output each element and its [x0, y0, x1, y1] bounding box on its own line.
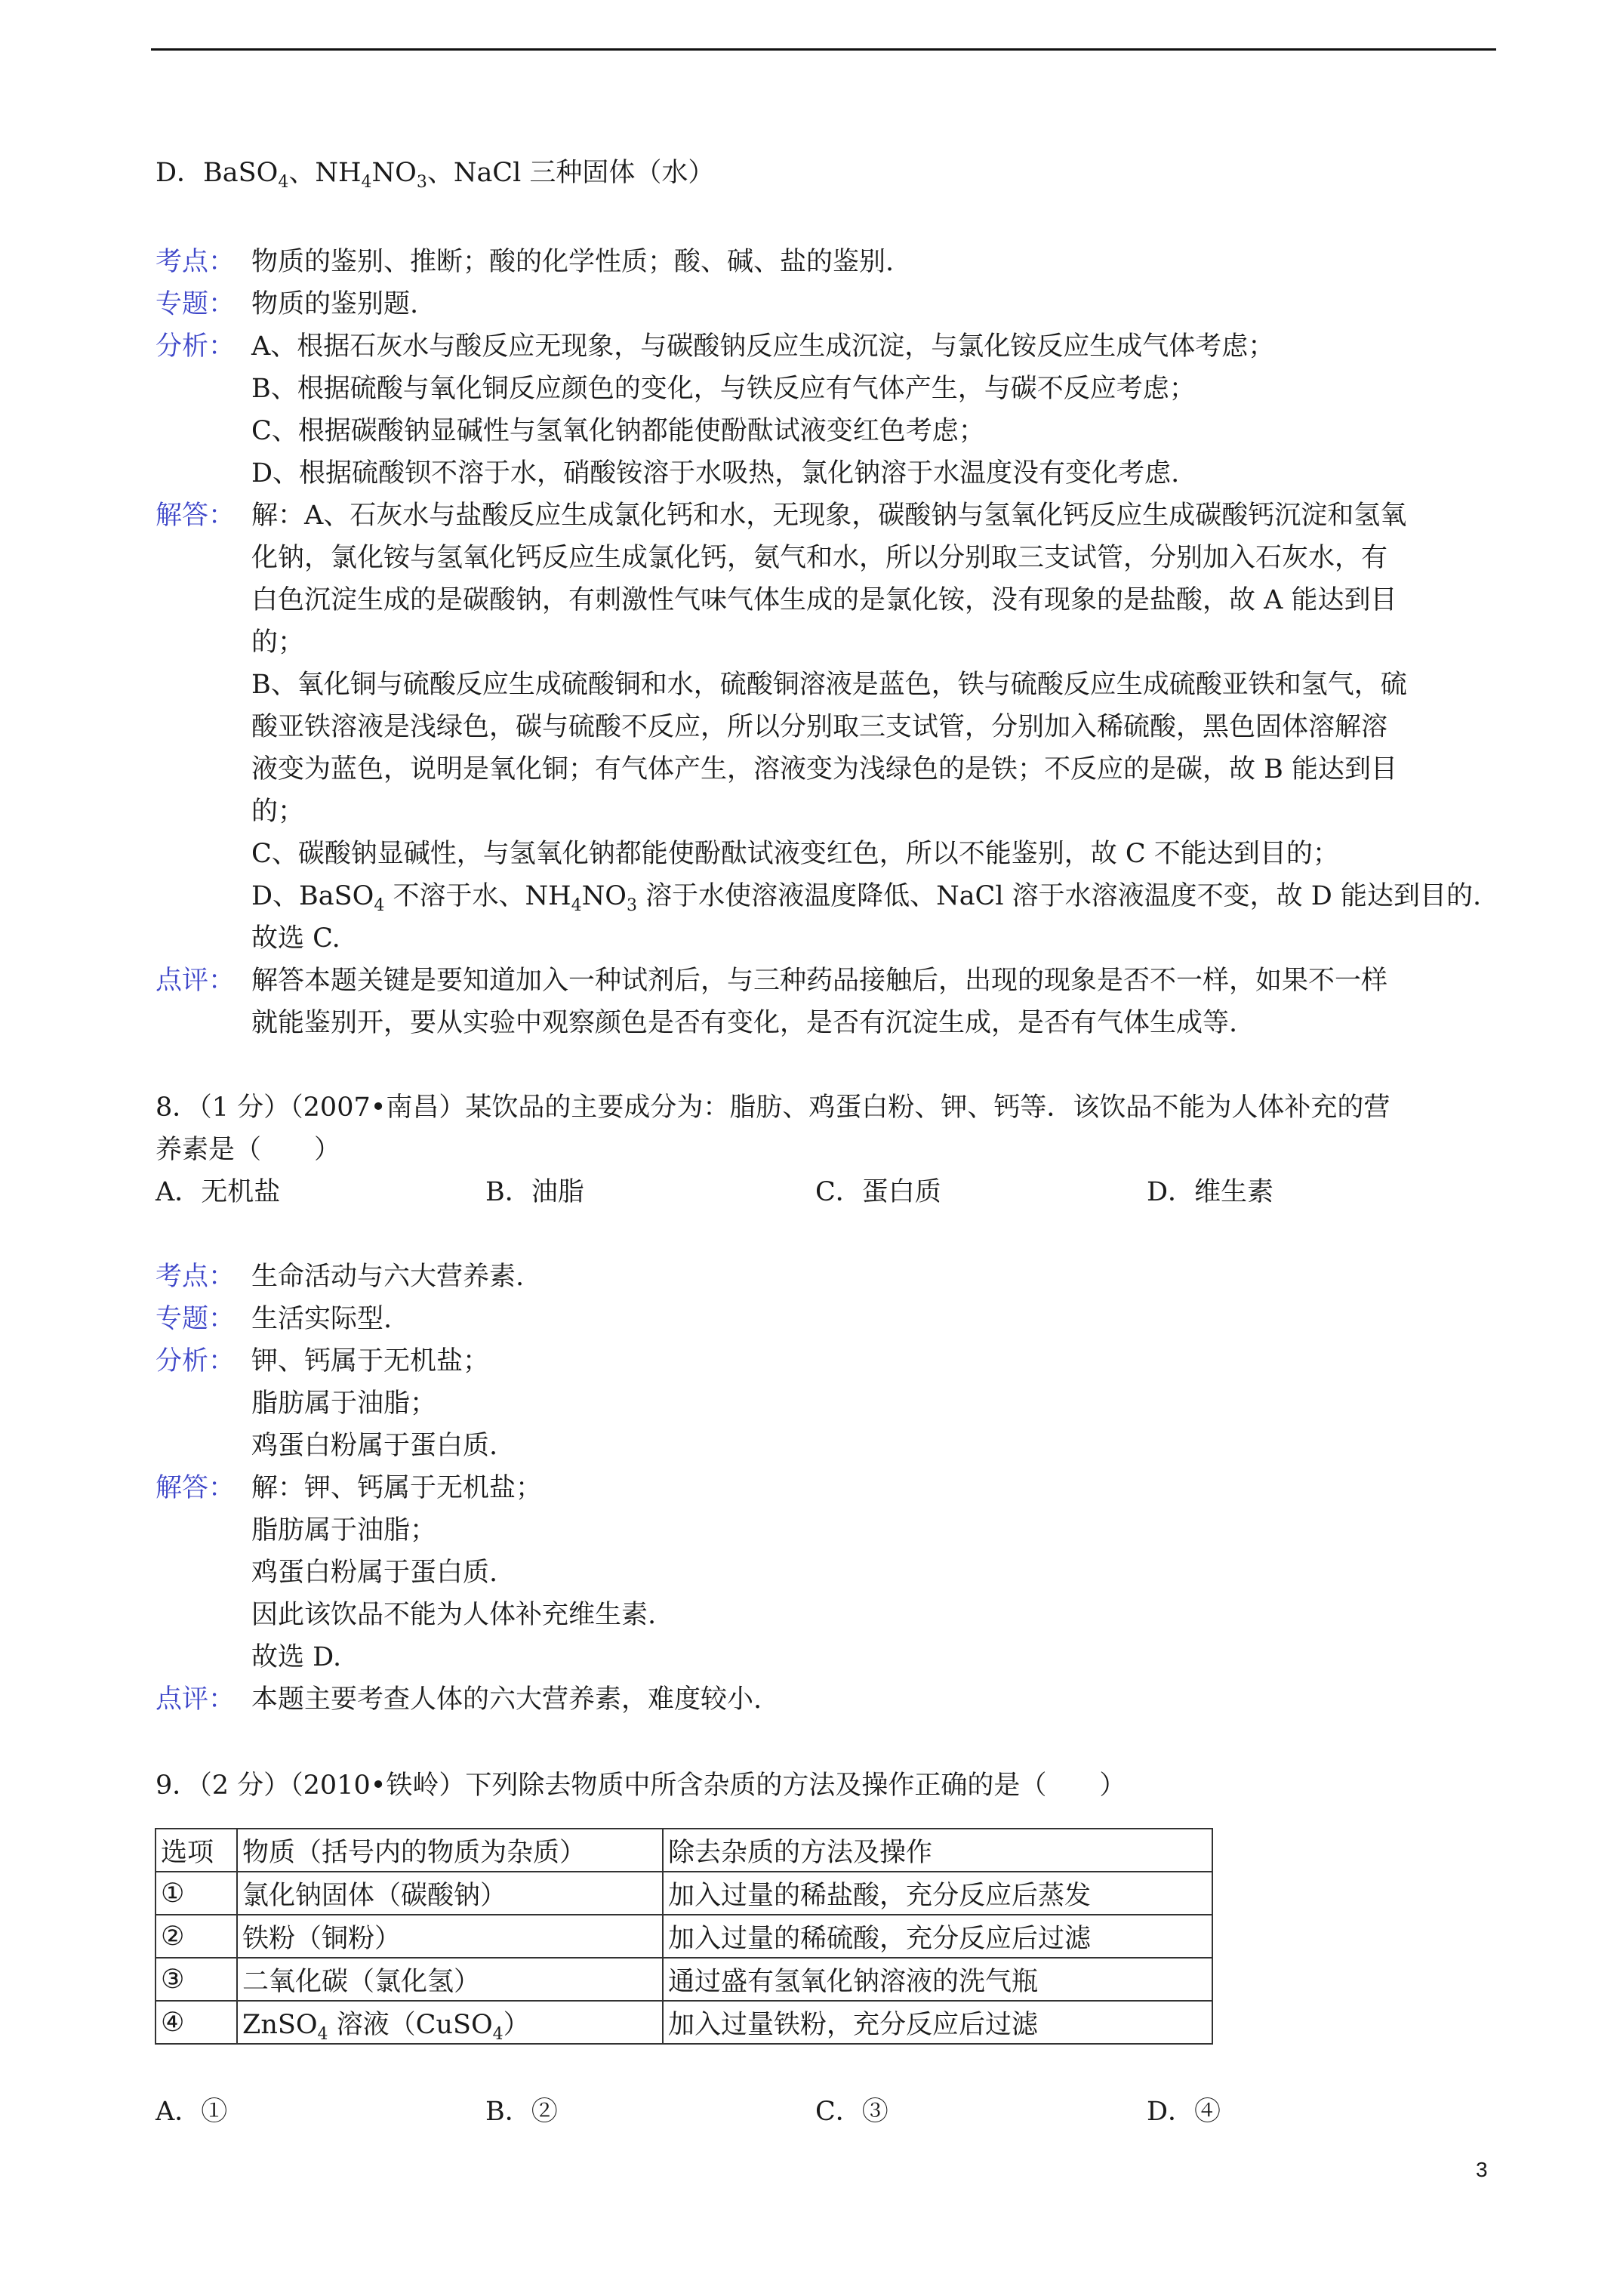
table-cell: 加入过量的稀硫酸，充分反应后过滤: [663, 1915, 1212, 1958]
kaodian-label: 考点：: [156, 247, 236, 277]
q8-option-c: C．蛋白质: [815, 1177, 941, 1207]
jieda-label: 解答：: [156, 1473, 236, 1503]
q9-table: [155, 1828, 1213, 2045]
page-number: 3: [1476, 2158, 1488, 2181]
q7-jieda-line: 液变为蓝色，说明是氧化铜；有气体产生，溶液变为浅绿色的是铁；不反应的是碳，故 B 能达到目: [251, 754, 1397, 784]
q7-zhuanti: 专题： 物质的鉴别题.: [156, 289, 419, 319]
table-cell: ④: [156, 2001, 237, 2044]
table-row: [156, 2001, 1212, 2044]
q7-fenxi-line: D、根据硫酸钡不溶于水，硝酸铵溶于水吸热，氯化钠溶于水温度没有变化考虑.: [251, 458, 1180, 488]
q7-jieda-line: 化钠，氯化铵与氢氧化钙反应生成氯化钙，氨气和水，所以分别取三支试管，分别加入石灰水，有: [251, 543, 1388, 573]
q7-jieda-line: B、氧化铜与硫酸反应生成硫酸铜和水，硫酸铜溶液是蓝色，铁与硫酸反应生成硫酸亚铁和氢气，硫: [251, 670, 1407, 700]
q7-jieda-line: 的；: [251, 797, 305, 827]
q7-jieda-line: 白色沉淀生成的是碳酸钠，有刺激性气味气体生成的是氯化铵，没有现象的是盐酸，故 A 能达到目: [251, 585, 1397, 615]
table-header-cell: 除去杂质的方法及操作: [663, 1829, 1212, 1872]
zhuanti-label: 专题：: [156, 289, 236, 319]
q7-jieda-line: C、碳酸钠显碱性，与氢氧化钠都能使酚酞试液变红色，所以不能鉴别，故 C 不能达到目的；: [251, 839, 1339, 869]
table-cell: 氯化钠固体（碳酸钠）: [237, 1872, 663, 1915]
q8-zhuanti: 专题： 生活实际型.: [156, 1304, 393, 1334]
table-cell: 二氧化碳（氯化氢）: [237, 1958, 663, 2001]
q9-option-a: A．①: [156, 2097, 228, 2127]
table-header-row: [156, 1829, 1212, 1872]
table-row: [156, 1958, 1212, 2001]
table-cell: 加入过量铁粉，充分反应后过滤: [663, 2001, 1212, 2044]
kaodian-label: 考点：: [156, 1262, 236, 1292]
table-header-cell: 物质（括号内的物质为杂质）: [237, 1829, 663, 1872]
q8-jieda-line: 因此该饮品不能为人体补充维生素.: [251, 1600, 657, 1630]
q8-stem-line: 养素是（ ）: [156, 1135, 341, 1165]
q9-option-b: B．②: [485, 2097, 558, 2127]
q8-option-a: A．无机盐: [156, 1177, 281, 1207]
q7-dianping: 点评： 解答本题关键是要知道加入一种试剂后，与三种药品接触后，出现的现象是否不一样，如果不一样: [156, 966, 1388, 996]
q8-dianping: 点评： 本题主要考查人体的六大营养素，难度较小.: [156, 1684, 762, 1715]
q8-jieda: 解答： 解：钾、钙属于无机盐；: [156, 1473, 543, 1503]
table-cell: ③: [156, 1958, 237, 2001]
q9-stem: 9．（2 分）（2010•铁岭）下列除去物质中所含杂质的方法及操作正确的是（ ）: [156, 1771, 1126, 1801]
table-cell: 通过盛有氢氧化钠溶液的洗气瓶: [663, 1958, 1212, 2001]
q7-fenxi-line: B、根据硫酸与氧化铜反应颜色的变化，与铁反应有气体产生，与碳不反应考虑；: [251, 374, 1196, 404]
table-header-cell: 选项: [156, 1829, 237, 1872]
q8-fenxi-line: 脂肪属于油脂；: [251, 1388, 437, 1419]
q7-fenxi-line: C、根据碳酸钠显碱性与氢氧化钠都能使酚酞试液变红色考虑；: [251, 416, 985, 446]
q7-jieda-line: 的；: [251, 627, 305, 658]
q8-kaodian: 考点： 生命活动与六大营养素.: [156, 1262, 525, 1292]
zhuanti-label: 专题：: [156, 1304, 236, 1334]
table-cell: ②: [156, 1915, 237, 1958]
q8-fenxi-line: 鸡蛋白粉属于蛋白质.: [251, 1431, 498, 1461]
table-cell: ZnSO$_4$ 溶液（CuSO$_4$）: [237, 2001, 663, 2044]
header-rule: [151, 48, 1496, 51]
q8-option-d: D．维生素: [1147, 1177, 1274, 1207]
q7-option-d: D．BaSO$_4$、$NH_4NO_3$、NaCl 三种固体（水）: [156, 158, 715, 192]
table-cell: 加入过量的稀盐酸，充分反应后蒸发: [663, 1872, 1212, 1915]
q7-jieda-line: 酸亚铁溶液是浅绿色，碳与硫酸不反应，所以分别取三支试管，分别加入稀硫酸，黑色固体溶解溶: [251, 712, 1388, 742]
q8-fenxi: 分析： 钾、钙属于无机盐；: [156, 1346, 490, 1376]
q9-option-c: C．③: [815, 2097, 888, 2127]
q8-jieda-line: 鸡蛋白粉属于蛋白质.: [251, 1558, 498, 1588]
dianping-label: 点评：: [156, 1684, 236, 1715]
q7-guxuan: 故选 C.: [251, 923, 340, 954]
fenxi-label: 分析：: [156, 1346, 236, 1376]
q8-stem: 8．（1 分）（2007•南昌）某饮品的主要成分为：脂肪、鸡蛋白粉、钾、钙等．该饮品不能为人体补充的营: [156, 1093, 1390, 1123]
jieda-label: 解答：: [156, 501, 236, 531]
q8-option-b: B．油脂: [485, 1177, 584, 1207]
q9-option-d: D．④: [1147, 2097, 1221, 2127]
q7-kaodian: 考点： 物质的鉴别、推断；酸的化学性质；酸、碱、盐的鉴别.: [156, 247, 895, 277]
table-cell: 铁粉（铜粉）: [237, 1915, 663, 1958]
table-cell: ①: [156, 1872, 237, 1915]
fenxi-label: 分析：: [156, 331, 236, 362]
table-row: [156, 1915, 1212, 1958]
q7-jieda-dline: D、BaSO$_4$ 不溶于水、$NH_4NO_3$ 溶于水使溶液温度降低、NaCl 溶于水溶液温度不变，故 D 能达到目的.: [251, 881, 1482, 915]
q7-dianping-line: 就能鉴别开，要从实验中观察颜色是否有变化，是否有沉淀生成，是否有气体生成等.: [251, 1008, 1238, 1038]
q8-jieda-line: 故选 D.: [251, 1642, 342, 1672]
dianping-label: 点评：: [156, 966, 236, 996]
q7-jieda: 解答： 解：A、石灰水与盐酸反应生成氯化钙和水，无现象，碳酸钠与氢氧化钙反应生成碳酸钙沉淀和氢氧: [156, 501, 1407, 531]
q7-fenxi: 分析： A、根据石灰水与酸反应无现象，与碳酸钠反应生成沉淀，与氯化铵反应生成气体考虑；: [156, 331, 1275, 362]
table-row: [156, 1872, 1212, 1915]
q8-jieda-line: 脂肪属于油脂；: [251, 1515, 437, 1546]
